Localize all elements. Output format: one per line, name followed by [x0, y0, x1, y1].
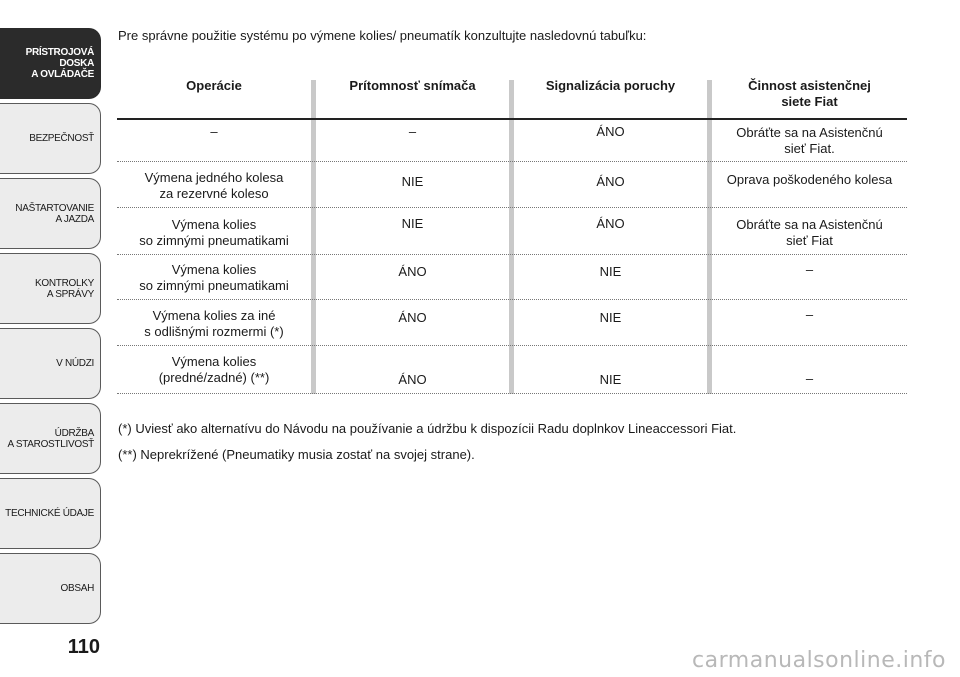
- row-separator: [117, 254, 907, 255]
- tab-v-nudzi[interactable]: V NÚDZI: [0, 328, 101, 399]
- cell-signal: ÁNO: [596, 124, 625, 139]
- tab-kontrolky[interactable]: KONTROLKY A SPRÁVY: [0, 253, 101, 324]
- footnote-2: (**) Neprekrížené (Pneumatiky musia zostať na svojej strane).: [118, 447, 475, 462]
- cell-signal: NIE: [599, 264, 622, 279]
- cell-operation: Výmena kolies (predné/zadné) (**): [158, 354, 270, 385]
- cell-operation: –: [210, 124, 218, 139]
- cell-action: Oprava poškodeného kolesa: [726, 172, 893, 187]
- cell-action: –: [805, 262, 814, 277]
- tab-obsah[interactable]: OBSAH: [0, 553, 101, 624]
- wheel-change-table: [117, 76, 907, 394]
- row-separator: [117, 161, 907, 162]
- tab-udrzba[interactable]: ÚDRŽBA A STAROSTLIVOSŤ: [0, 403, 101, 474]
- cell-action: –: [805, 307, 814, 322]
- cell-operation: Výmena kolies za iné s odlišnými rozmermi (*): [144, 308, 284, 339]
- cell-signal: ÁNO: [596, 174, 625, 189]
- header-cinnost-asistencnej-siete: Činnost asistenčnej siete Fiat: [748, 78, 871, 109]
- cell-sensor: ÁNO: [398, 310, 427, 325]
- row-separator: [117, 345, 907, 346]
- tab-technicke-udaje[interactable]: TECHNICKÉ ÚDAJE: [0, 478, 101, 549]
- intro-text: Pre správne použitie systému po výmene kolies/ pneumatík konzultujte nasledovnú tabuľku:: [118, 28, 647, 43]
- tab-bezpecnost[interactable]: BEZPEČNOSŤ: [0, 103, 101, 174]
- header-pritomnost-snimaca: Prítomnosť snímača: [349, 78, 476, 93]
- header-operacie: Operácie: [186, 78, 242, 93]
- row-separator: [117, 299, 907, 300]
- cell-sensor: ÁNO: [398, 372, 427, 387]
- cell-operation: Výmena kolies so zimnými pneumatikami: [139, 262, 289, 293]
- cell-signal: ÁNO: [596, 216, 625, 231]
- watermark: carmanualsonline.info: [692, 648, 946, 673]
- cell-signal: NIE: [599, 372, 622, 387]
- cell-sensor: –: [408, 124, 417, 139]
- tab-nastartovanie[interactable]: NAŠTARTOVANIE A JAZDA: [0, 178, 101, 249]
- footnote-1: (*) Uviesť ako alternatívu do Návodu na používanie a údržbu k dispozícii Radu doplnkov Lineaccessori Fiat.: [118, 421, 737, 436]
- page-number: 110: [67, 636, 100, 658]
- header-rule: [117, 118, 907, 120]
- cell-sensor: NIE: [401, 174, 424, 189]
- cell-sensor: NIE: [401, 216, 424, 231]
- cell-signal: NIE: [599, 310, 622, 325]
- cell-action: –: [805, 371, 814, 386]
- table-bottom-rule: [117, 393, 907, 394]
- tab-pristrojova-doska[interactable]: PRÍSTROJOVÁ DOSKA A OVLÁDAČE: [0, 28, 101, 99]
- cell-action: Obráťte sa na Asistenčnú sieť Fiat: [736, 217, 883, 248]
- cell-operation: Výmena kolies so zimnými pneumatikami: [139, 217, 289, 248]
- chapter-tabs: [0, 28, 101, 628]
- cell-sensor: ÁNO: [398, 264, 427, 279]
- cell-operation: Výmena jedného kolesa za rezervné koleso: [144, 170, 284, 201]
- header-signalizacia-poruchy: Signalizácia poruchy: [545, 78, 676, 93]
- cell-action: Obráťte sa na Asistenčnú sieť Fiat.: [736, 125, 883, 156]
- row-separator: [117, 207, 907, 208]
